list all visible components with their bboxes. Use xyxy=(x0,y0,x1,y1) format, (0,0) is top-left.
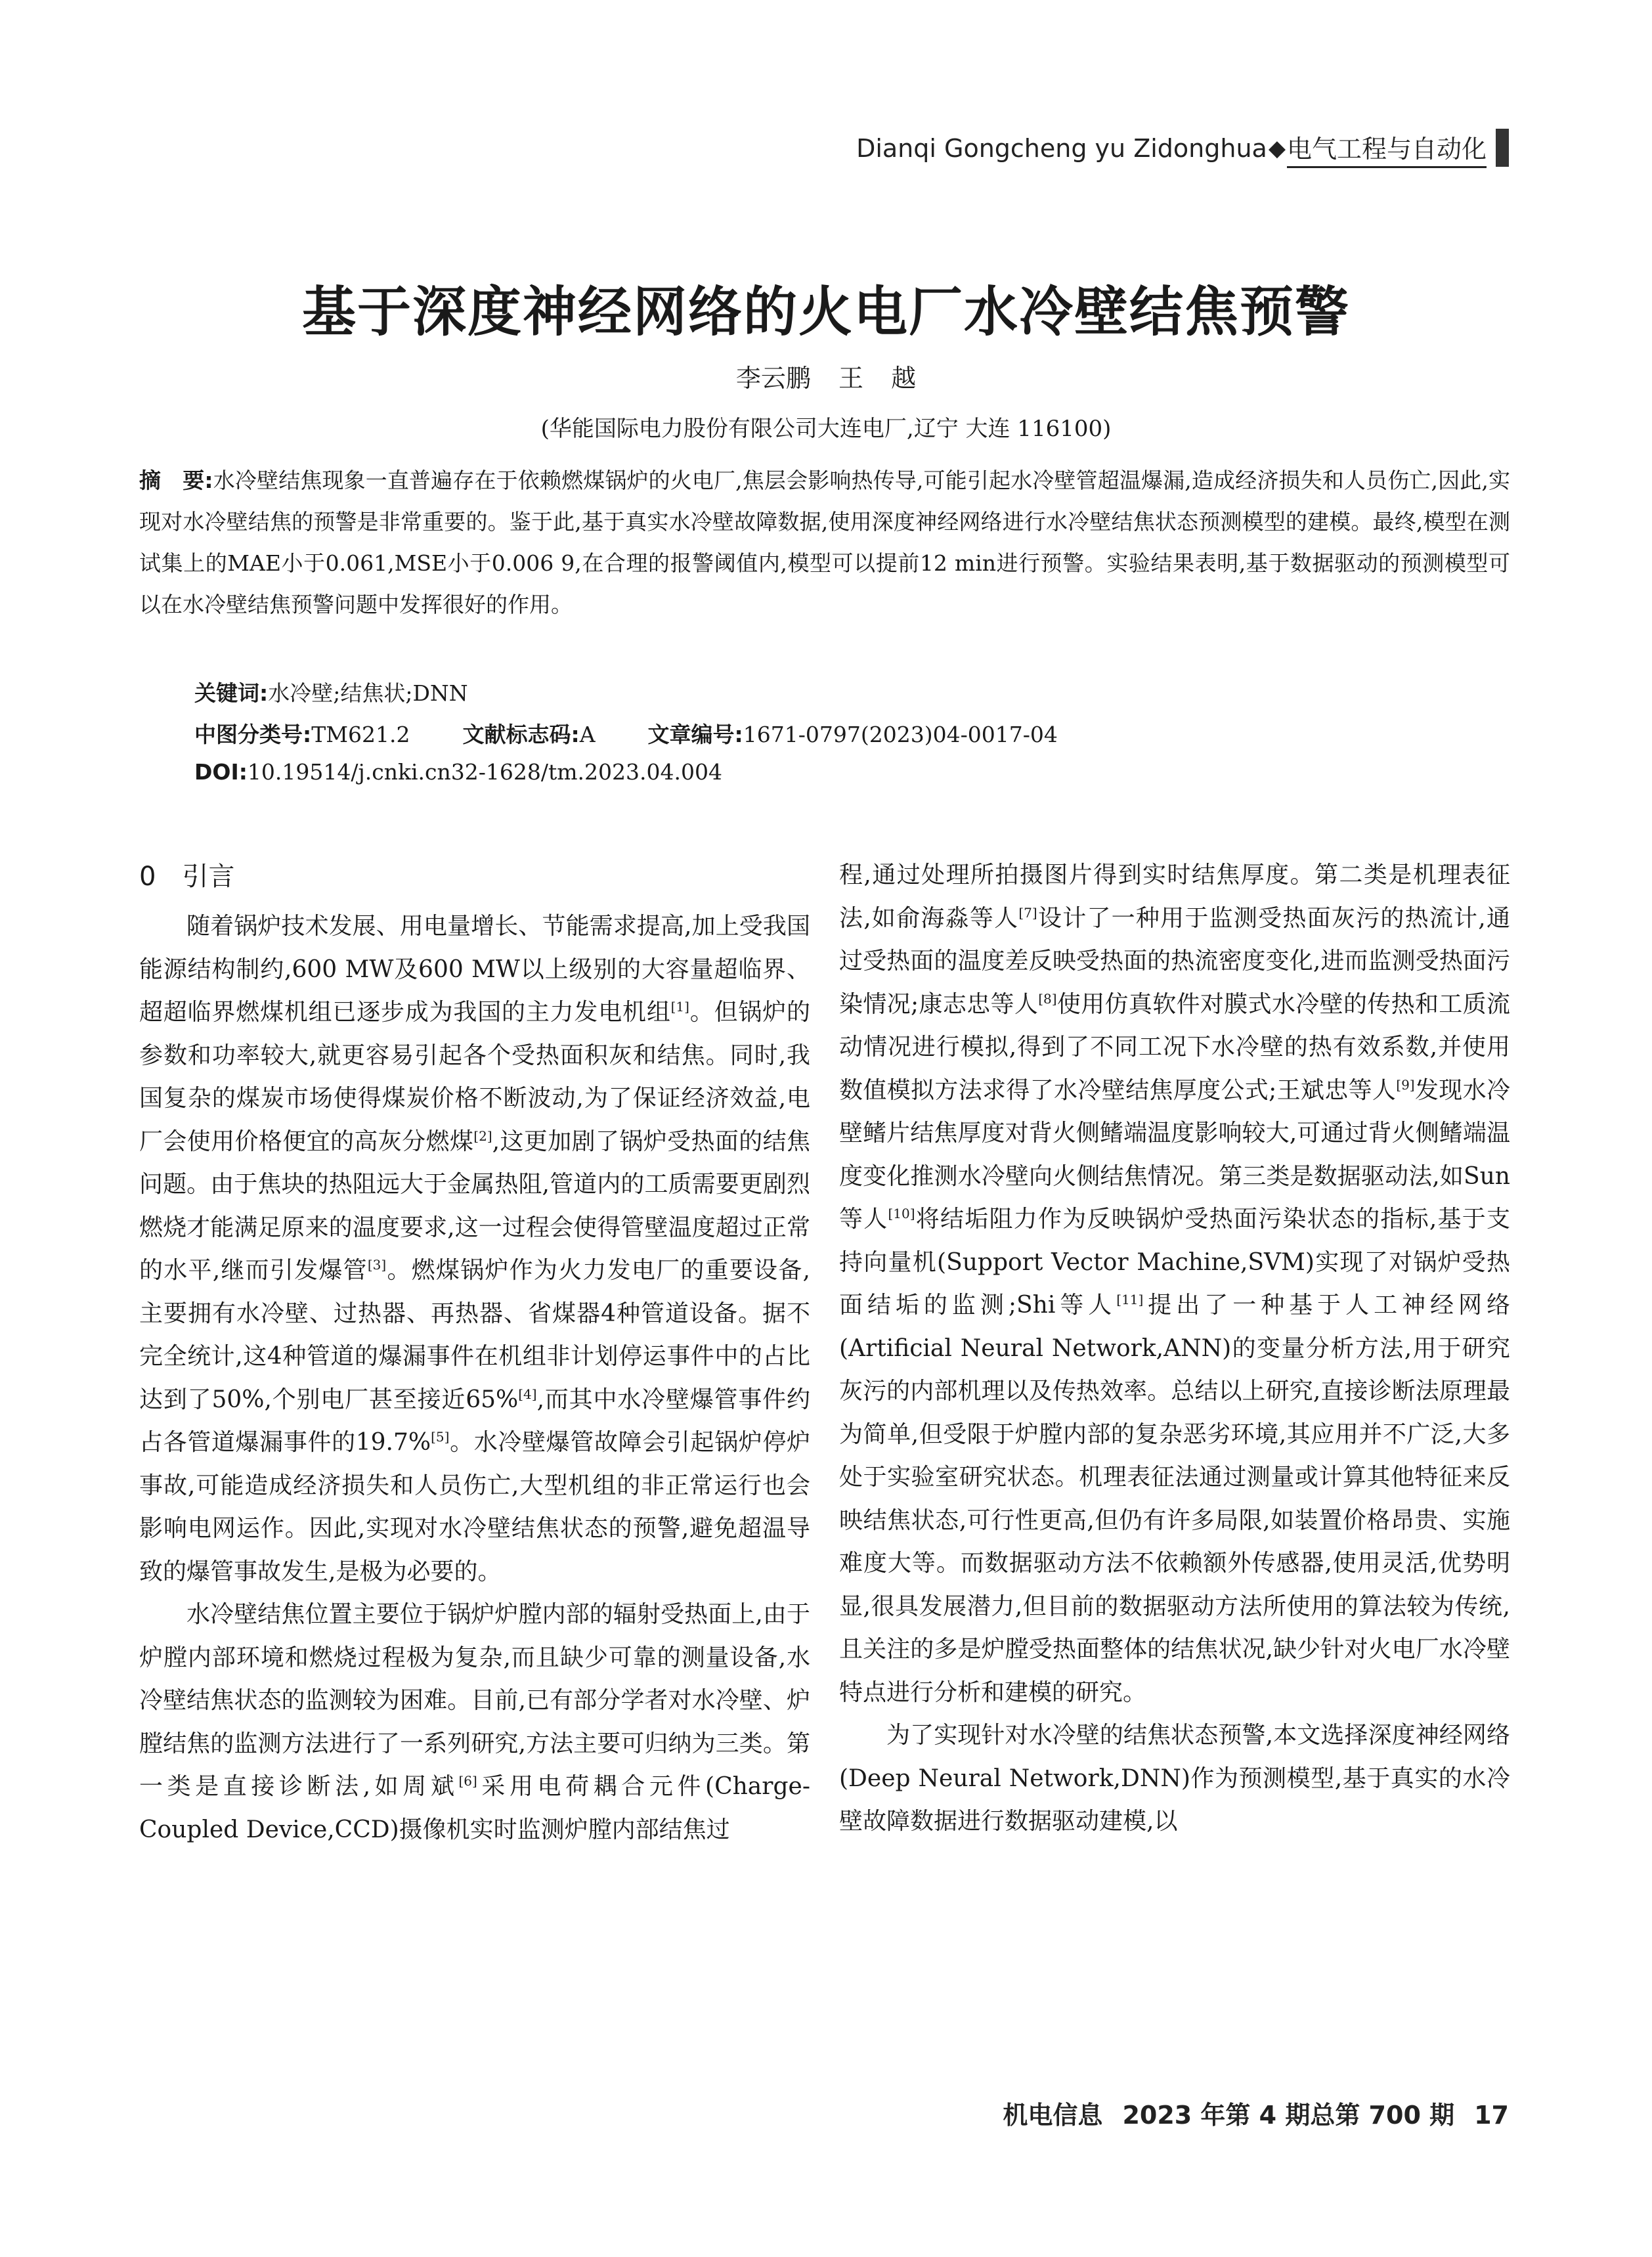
abstract-label: 摘 要: xyxy=(139,468,213,493)
keywords xyxy=(194,676,468,707)
doi xyxy=(194,759,722,785)
running-head-pinyin: Dianqi Gongcheng yu Zidonghua xyxy=(856,134,1267,163)
issue-info: 2023 年第 4 期总第 700 期 xyxy=(1122,2101,1455,2130)
journal-name: 机电信息 xyxy=(1003,2101,1103,2130)
paragraph: 随着锅炉技术发展、用电量增长、节能需求提高,加上受我国能源结构制约,600 MW及600 MW以上级别的大容量超临界、超超临界燃煤机组已逐步成为我国的主力发电机组[1]。但锅炉的参数和功率较大,就更容易引起各个受热面积灰和结焦。同时,我国复杂的煤炭市场使得煤炭价格不断波动,为了保证经济效益,电厂会使用价格便宜的高灰分燃煤[2],这更加剧了锅炉受热面的结焦问题。由于焦块的热阻远大于金属热阻,管道内的工质需要更剧烈燃烧才能满足原来的温度要求,这一过程会使得管壁温度超过正常的水平,继而引发爆管[3]。燃煤锅炉作为火力发电厂的重要设备,主要拥有水冷壁、过热器、再热器、省煤器4种管道设备。据不完全统计,这4种管道的爆漏事件在机组非计划停运事件中的占比达到了50%,个别电厂甚至接近65%[4],而其中水冷壁爆管事件约占各管道爆漏事件的19.7%[5]。水冷壁爆管故障会引起锅炉停炉事故,可能造成经济损失和人员伤亡,大型机组的非正常运行也会影响电网运作。因此,实现对水冷壁结焦状态的预警,避免超温导致的爆管事故发生,是极为必要的。 xyxy=(139,913,810,1585)
running-head xyxy=(856,129,1509,168)
footer xyxy=(1003,2095,1509,2131)
doi-label: DOI: xyxy=(194,759,248,785)
citation: [3] xyxy=(367,1257,387,1273)
diamond-icon: ◆ xyxy=(1268,135,1286,162)
clc-value: TM621.2 xyxy=(311,722,410,747)
clc-label: 中图分类号: xyxy=(194,722,312,747)
citation: [10] xyxy=(888,1206,915,1221)
running-head-chinese: 电气工程与自动化 xyxy=(1287,129,1487,168)
doc-code-label: 文献标志码: xyxy=(462,722,580,747)
paragraph: 程,通过处理所拍摄图片得到实时结焦厚度。第二类是机理表征法,如俞海淼等人[7]设计了一种用于监测受热面灰污的热流计,通过受热面的温度差反映受热面的热流密度变化,进而监测受热面污染情况;康志忠等人[8]使用仿真软件对膜式水冷壁的传热和工质流动情况进行模拟,得到了不同工况下水冷壁的热有效系数,并使用数值模拟方法求得了水冷壁结焦厚度公式;王斌忠等人[9]发现水冷壁鳍片结焦厚度对背火侧鳍端温度影响较大,可通过背火侧鳍端温度变化推测水冷壁向火侧结焦情况。第三类是数据驱动法,如Sun等人[10]将结垢阻力作为反映锅炉受热面污染状态的指标,基于支持向量机(Support Vector Machine,SVM)实现了对锅炉受热面结垢的监测;Shi等人[11]提出了一种基于人工神经网络(Artificial Neural Network,ANN)的变量分析方法,用于研究灰污的内部机理以及传热效率。总结以上研究,直接诊断法原理最为简单,但受限于炉膛内部的复杂恶劣环境,其应用并不广泛,大多处于实验室研究状态。机理表征法通过测量或计算其他特征来反映结焦状态,可行性更高,但仍有许多局限,如装置价格昂贵、实施难度大等。而数据驱动方法不依赖额外传感器,使用灵活,优势明显,很具发展潜力,但目前的数据驱动方法所使用的算法较为传统,且关注的多是炉膛受热面整体的结焦状况,缺少针对火电厂水冷壁特点进行分析和建模的研究。 xyxy=(839,862,1510,1706)
citation: [11] xyxy=(1116,1292,1144,1307)
paragraph: 水冷壁结焦位置主要位于锅炉炉膛内部的辐射受热面上,由于炉膛内部环境和燃烧过程极为复杂,而且缺少可靠的测量设备,水冷壁结焦状态的监测较为困难。目前,已有部分学者对水冷壁、炉膛结焦的监测方法进行了一系列研究,方法主要可归纳为三类。第一类是直接诊断法,如周斌[6]采用电荷耦合元件(Charge-Coupled Device,CCD)摄像机实时监测炉膛内部结焦过 xyxy=(139,1601,810,1843)
citation: [8] xyxy=(1038,990,1057,1007)
citation: [7] xyxy=(1018,904,1037,921)
citation: [9] xyxy=(1396,1076,1415,1093)
keywords-value: 水冷壁;结焦状;DNN xyxy=(268,680,468,706)
section-number: 0 xyxy=(139,862,156,892)
article-no-value: 1671-0797(2023)04-0017-04 xyxy=(743,722,1058,747)
keywords-label: 关键词: xyxy=(194,680,269,706)
citation: [6] xyxy=(458,1773,477,1789)
right-column xyxy=(839,854,1510,1843)
citation: [4] xyxy=(518,1386,537,1402)
left-column xyxy=(139,854,810,1851)
section-heading xyxy=(139,854,810,900)
paragraph: 为了实现针对水冷壁的结焦状态预警,本文选择深度神经网络(Deep Neural Network,DNN)作为预测模型,基于真实的水冷壁故障数据进行数据驱动建模,以 xyxy=(839,1722,1510,1835)
article-no-label: 文章编号: xyxy=(647,722,743,747)
abstract xyxy=(139,460,1510,625)
citation: [2] xyxy=(473,1128,492,1144)
abstract-text: 水冷壁结焦现象一直普遍存在于依赖燃煤锅炉的火电厂,焦层会影响热传导,可能引起水冷壁管超温爆漏,造成经济损失和人员伤亡,因此,实现对水冷壁结焦的预警是非常重要的。鉴于此,基于真实水冷壁故障数据,使用深度神经网络进行水冷壁结焦状态预测模型的建模。最终,模型在测试集上的MAE小于0.061,MSE小于0.006 9,在合理的报警阈值内,模型可以提前12 min进行预警。实验结果表明,基于数据驱动的预测模型可以在水冷壁结焦预警问题中发挥很好的作用。 xyxy=(139,468,1510,617)
page-number: 17 xyxy=(1474,2101,1509,2130)
authors: 李云鹏 王 越 xyxy=(735,364,917,393)
section-title: 引言 xyxy=(182,862,235,892)
running-head-bar xyxy=(1496,129,1509,167)
doc-code-value: A xyxy=(579,722,596,747)
doi-value: 10.19514/j.cnki.cn32-1628/tm.2023.04.004 xyxy=(247,759,722,785)
affiliation: (华能国际电力股份有限公司大连电厂,辽宁 大连 116100) xyxy=(540,416,1112,442)
citation: [5] xyxy=(431,1429,450,1445)
citation: [1] xyxy=(670,999,689,1015)
classification xyxy=(194,718,1110,749)
page-title: 基于深度神经网络的火电厂水冷壁结焦预警 xyxy=(301,281,1350,343)
